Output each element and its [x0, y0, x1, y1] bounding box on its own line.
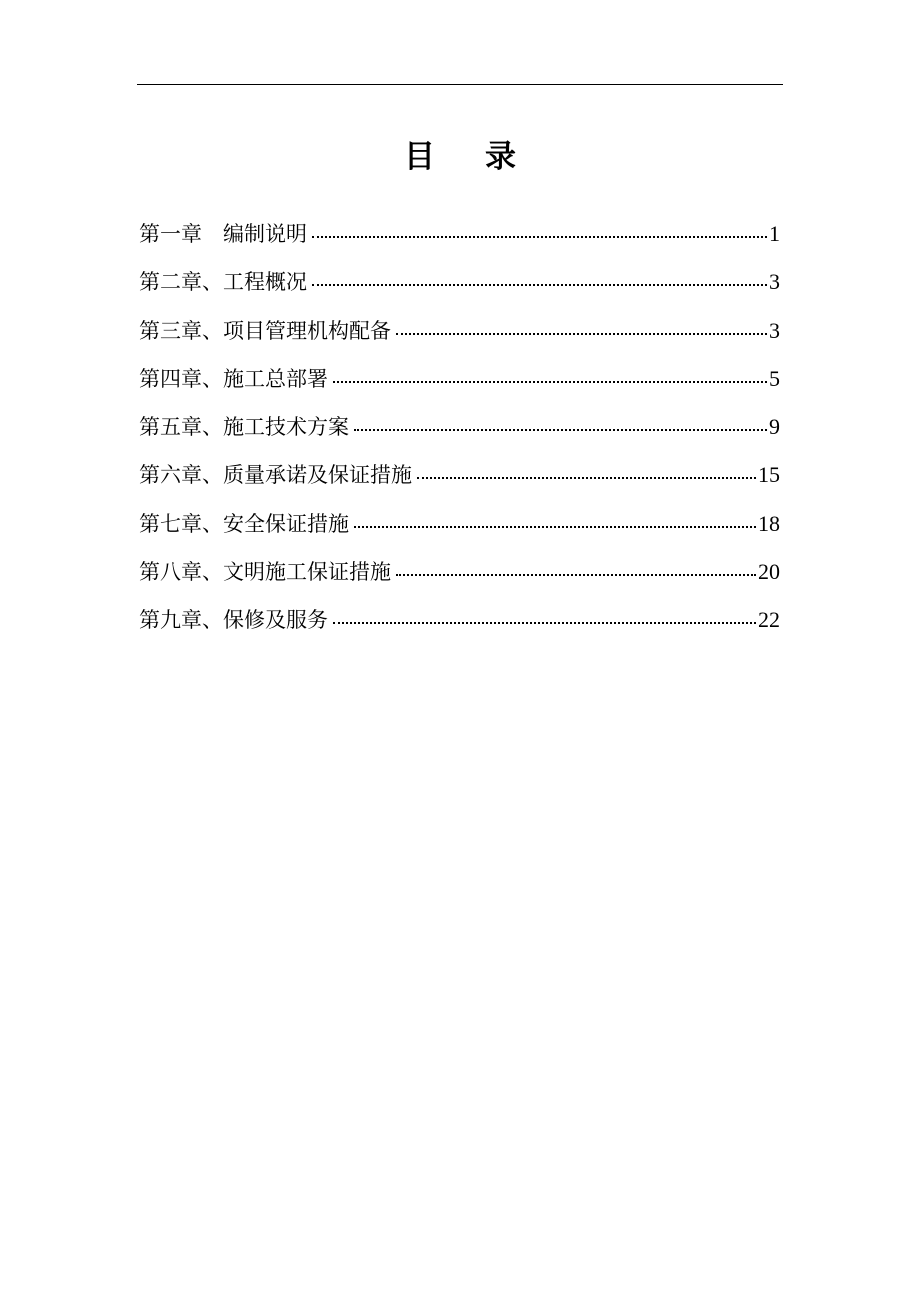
toc-entry-label: 第二章、工程概况: [139, 270, 307, 295]
toc-entry-page: 22: [758, 607, 780, 633]
toc-entry-8[interactable]: [139, 548, 780, 596]
toc-entry-label: 第四章、施工总部署: [139, 366, 328, 391]
toc-entry-3[interactable]: [139, 307, 780, 355]
toc-entry-page: 1: [769, 221, 780, 246]
dot-leader: [354, 429, 767, 431]
dot-leader: [333, 381, 767, 383]
toc-entry-page: 20: [758, 559, 780, 585]
toc-entry-label: 第一章 编制说明: [139, 222, 307, 246]
toc-list: [139, 210, 780, 645]
header-rule: [137, 84, 783, 85]
toc-entry-label: 第九章、保修及服务: [139, 608, 328, 633]
toc-entry-label: 第五章、施工技术方案: [139, 415, 349, 440]
toc-entry-page: 3: [769, 317, 780, 343]
toc-entry-4[interactable]: [139, 355, 780, 403]
toc-entry-page: 5: [769, 365, 780, 391]
dot-leader: [312, 236, 767, 238]
dot-leader: [417, 477, 756, 479]
toc-entry-label: 第八章、文明施工保证措施: [139, 560, 391, 585]
toc-entry-1[interactable]: [139, 210, 780, 258]
dot-leader: [333, 622, 756, 624]
toc-entry-5[interactable]: [139, 403, 780, 451]
toc-entry-label: 第三章、项目管理机构配备: [139, 318, 391, 343]
toc-entry-label: 第七章、安全保证措施: [139, 511, 349, 536]
toc-title: 目录: [404, 138, 566, 175]
toc-entry-label: 第六章、质量承诺及保证措施: [139, 463, 412, 488]
dot-leader: [354, 526, 756, 528]
toc-entry-2[interactable]: [139, 258, 780, 306]
dot-leader: [396, 574, 756, 576]
dot-leader: [396, 333, 767, 335]
dot-leader: [312, 284, 767, 286]
toc-entry-9[interactable]: [139, 596, 780, 644]
toc-entry-page: 3: [769, 269, 780, 295]
toc-entry-page: 9: [769, 414, 780, 440]
toc-entry-6[interactable]: [139, 451, 780, 499]
toc-entry-page: 15: [758, 462, 780, 488]
toc-entry-page: 18: [758, 510, 780, 536]
toc-entry-7[interactable]: [139, 500, 780, 548]
